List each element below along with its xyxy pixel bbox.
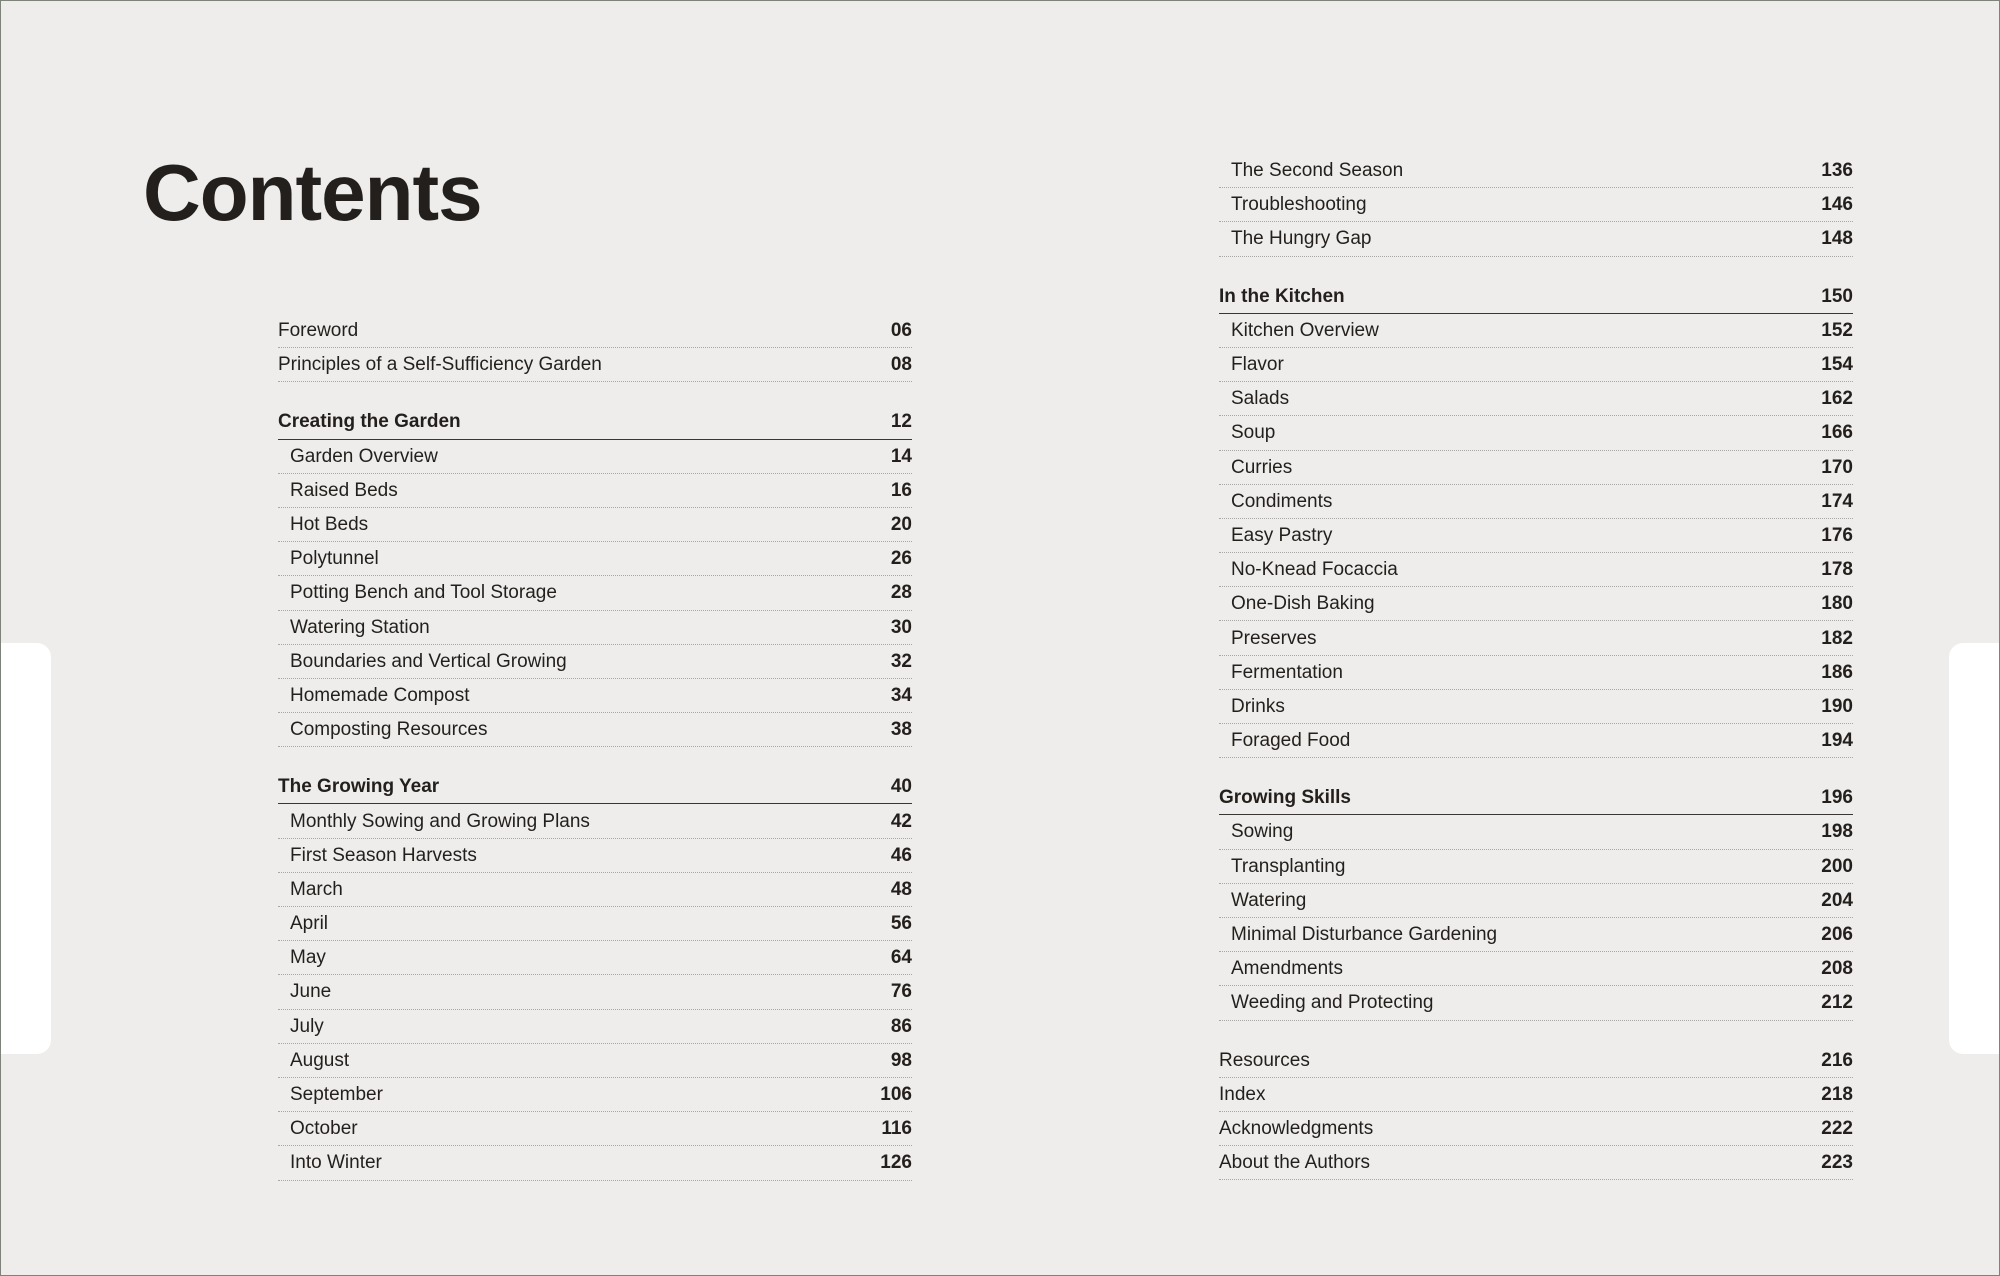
left-page-tab <box>1 643 51 1054</box>
toc-heading-label-growing-skills: Growing Skills <box>1219 787 1351 809</box>
toc-entry-label-index: Index <box>1219 1083 1266 1105</box>
toc-section <box>278 314 912 382</box>
toc-entry-label-troubleshooting: Troubleshooting <box>1231 194 1367 216</box>
toc-entry-label-monthly-sowing-and-growing-plans: Monthly Sowing and Growing Plans <box>290 810 590 832</box>
toc-entry <box>1219 918 1853 952</box>
toc-entry <box>278 508 912 542</box>
toc-entry-label-hot-beds: Hot Beds <box>290 514 369 536</box>
toc-page-number: 146 <box>1821 194 1853 216</box>
toc-section <box>278 770 912 1180</box>
toc-entry-label-composting-resources: Composting Resources <box>290 719 488 741</box>
toc-entry <box>278 314 912 348</box>
toc-entry <box>1219 382 1853 416</box>
toc-entry-label-foraged-food: Foraged Food <box>1231 730 1351 752</box>
toc-section <box>1219 1044 1853 1181</box>
toc-entry-label-resources: Resources <box>1219 1049 1310 1071</box>
toc-entry <box>278 907 912 941</box>
toc-page-number: 194 <box>1821 730 1853 752</box>
toc-entry-label-easy-pastry: Easy Pastry <box>1231 524 1333 546</box>
toc-page-number: 06 <box>890 320 912 342</box>
toc-page-number: 223 <box>1821 1152 1853 1174</box>
toc-entry-label-august: August <box>290 1049 350 1071</box>
toc-entry-label-raised-beds: Raised Beds <box>290 479 398 501</box>
toc-entry-label-first-season-harvests: First Season Harvests <box>290 844 477 866</box>
toc-page-number: 174 <box>1821 490 1853 512</box>
toc-page-number: 42 <box>890 810 912 832</box>
toc-entry-label-curries: Curries <box>1231 456 1293 478</box>
toc-entry <box>1219 986 1853 1020</box>
toc-page-number: 178 <box>1821 559 1853 581</box>
toc-entry <box>1219 1146 1853 1180</box>
toc-right-column <box>1219 154 1853 1180</box>
right-page-tab <box>1949 643 1999 1054</box>
toc-entry <box>1219 850 1853 884</box>
toc-page-number: 200 <box>1821 855 1853 877</box>
toc-page-number: 186 <box>1821 661 1853 683</box>
toc-page-number: 08 <box>890 354 912 376</box>
toc-entry <box>1219 587 1853 621</box>
toc-entry <box>1219 222 1853 256</box>
toc-entry <box>278 348 912 382</box>
toc-entry-label-june: June <box>290 981 332 1003</box>
toc-entry <box>1219 1078 1853 1112</box>
toc-page-number: 136 <box>1821 160 1853 182</box>
toc-entry-label-october: October <box>290 1118 358 1140</box>
toc-heading-label-creating-the-garden: Creating the Garden <box>278 411 461 433</box>
toc-entry <box>278 440 912 474</box>
toc-page-number: 208 <box>1821 958 1853 980</box>
toc-entry-label-about-the-authors: About the Authors <box>1219 1152 1371 1174</box>
toc-page-number: 150 <box>1821 285 1853 307</box>
toc-entry <box>1219 416 1853 450</box>
toc-entry-label-one-dish-baking: One-Dish Baking <box>1231 593 1375 615</box>
toc-entry <box>1219 154 1853 188</box>
toc-entry-label-polytunnel: Polytunnel <box>290 548 379 570</box>
toc-entry <box>1219 519 1853 553</box>
toc-entry <box>1219 815 1853 849</box>
toc-page-number: 198 <box>1821 821 1853 843</box>
toc-section-heading <box>278 770 912 804</box>
toc-entry <box>1219 1044 1853 1078</box>
toc-page-number: 180 <box>1821 593 1853 615</box>
toc-section <box>1219 154 1853 257</box>
toc-section <box>1219 781 1853 1020</box>
toc-entry <box>1219 451 1853 485</box>
toc-entry-label-into-winter: Into Winter <box>290 1152 382 1174</box>
toc-page-number: 190 <box>1821 695 1853 717</box>
toc-entry <box>278 474 912 508</box>
toc-entry <box>1219 952 1853 986</box>
toc-entry <box>278 645 912 679</box>
toc-page-number: 196 <box>1821 787 1853 809</box>
toc-entry-label-transplanting: Transplanting <box>1231 855 1346 877</box>
toc-page-number: 170 <box>1821 456 1853 478</box>
toc-entry-label-july: July <box>290 1015 324 1037</box>
toc-entry <box>278 1044 912 1078</box>
toc-page-number: 64 <box>890 947 912 969</box>
toc-entry-label-potting-bench-and-tool-storage: Potting Bench and Tool Storage <box>290 582 557 604</box>
toc-entry-label-watering: Watering <box>1231 889 1307 911</box>
toc-page-number: 40 <box>890 776 912 798</box>
toc-page-number: 206 <box>1821 924 1853 946</box>
toc-page-number: 148 <box>1821 228 1853 250</box>
toc-entry-label-weeding-and-protecting: Weeding and Protecting <box>1231 992 1434 1014</box>
toc-heading-label-the-growing-year: The Growing Year <box>278 776 440 798</box>
toc-page-number: 76 <box>890 981 912 1003</box>
toc-entry <box>278 873 912 907</box>
toc-page-number: 152 <box>1821 319 1853 341</box>
toc-page-number: 26 <box>890 548 912 570</box>
toc-entry <box>278 839 912 873</box>
toc-page-number: 14 <box>890 445 912 467</box>
toc-page-number: 28 <box>890 582 912 604</box>
toc-entry <box>278 1112 912 1146</box>
toc-entry-label-april: April <box>290 913 329 935</box>
toc-entry <box>278 576 912 610</box>
toc-page-number: 34 <box>890 684 912 706</box>
toc-entry <box>1219 884 1853 918</box>
toc-page-number: 98 <box>890 1049 912 1071</box>
toc-entry <box>278 1146 912 1180</box>
toc-page-number: 38 <box>890 719 912 741</box>
toc-entry-label-september: September <box>290 1084 383 1106</box>
toc-page-number: 106 <box>880 1084 912 1106</box>
toc-page-number: 154 <box>1821 354 1853 376</box>
toc-entry <box>278 941 912 975</box>
toc-entry <box>278 804 912 838</box>
toc-entry-label-no-knead-focaccia: No-Knead Focaccia <box>1231 559 1398 581</box>
toc-page-number: 218 <box>1821 1083 1853 1105</box>
toc-page-number: 48 <box>890 878 912 900</box>
toc-entry-label-sowing: Sowing <box>1231 821 1294 843</box>
toc-page-number: 212 <box>1821 992 1853 1014</box>
page-title: Contents <box>143 148 482 237</box>
toc-page-number: 204 <box>1821 889 1853 911</box>
toc-entry-label-may: May <box>290 947 326 969</box>
toc-entry-label-condiments: Condiments <box>1231 490 1333 512</box>
toc-page-number: 56 <box>890 913 912 935</box>
toc-entry-label-the-hungry-gap: The Hungry Gap <box>1231 228 1372 250</box>
toc-entry-label-fermentation: Fermentation <box>1231 661 1343 683</box>
toc-section <box>278 405 912 747</box>
toc-entry <box>1219 188 1853 222</box>
toc-entry-label-amendments: Amendments <box>1231 958 1343 980</box>
toc-entry <box>278 542 912 576</box>
toc-entry <box>1219 621 1853 655</box>
toc-page-number: 20 <box>890 514 912 536</box>
toc-page-number: 126 <box>880 1152 912 1174</box>
toc-page-number: 16 <box>890 479 912 501</box>
toc-entry-label-flavor: Flavor <box>1231 354 1284 376</box>
toc-entry-label-foreword: Foreword <box>278 320 359 342</box>
toc-page-number: 116 <box>881 1118 912 1140</box>
toc-section-heading <box>278 405 912 439</box>
toc-left-column <box>278 314 912 1181</box>
toc-page-number: 86 <box>890 1015 912 1037</box>
toc-entry <box>1219 690 1853 724</box>
toc-entry-label-acknowledgments: Acknowledgments <box>1219 1117 1374 1139</box>
toc-entry-label-march: March <box>290 878 343 900</box>
toc-entry <box>1219 314 1853 348</box>
toc-entry-label-soup: Soup <box>1231 422 1276 444</box>
toc-entry <box>1219 1112 1853 1146</box>
toc-entry-label-boundaries-and-vertical-growing: Boundaries and Vertical Growing <box>290 650 567 672</box>
toc-entry-label-principles-of-a-self-sufficiency-garden: Principles of a Self-Sufficiency Garden <box>278 354 602 376</box>
toc-entry-label-drinks: Drinks <box>1231 695 1285 717</box>
toc-entry <box>1219 348 1853 382</box>
toc-entry-label-the-second-season: The Second Season <box>1231 160 1404 182</box>
toc-entry-label-garden-overview: Garden Overview <box>290 445 438 467</box>
toc-entry-label-watering-station: Watering Station <box>290 616 430 638</box>
toc-page-number: 46 <box>890 844 912 866</box>
toc-entry <box>278 1078 912 1112</box>
toc-entry <box>278 611 912 645</box>
toc-entry <box>1219 485 1853 519</box>
toc-entry <box>278 1010 912 1044</box>
toc-entry-label-preserves: Preserves <box>1231 627 1317 649</box>
toc-entry-label-minimal-disturbance-gardening: Minimal Disturbance Gardening <box>1231 924 1498 946</box>
toc-entry-label-kitchen-overview: Kitchen Overview <box>1231 319 1379 341</box>
toc-page-number: 12 <box>890 411 912 433</box>
toc-entry <box>278 975 912 1009</box>
toc-page-number: 176 <box>1821 524 1853 546</box>
toc-entry <box>1219 553 1853 587</box>
toc-section <box>1219 280 1853 759</box>
toc-page-number: 166 <box>1821 422 1853 444</box>
toc-entry <box>278 679 912 713</box>
toc-entry <box>1219 724 1853 758</box>
toc-section-heading <box>1219 781 1853 815</box>
toc-page-number: 32 <box>890 650 912 672</box>
toc-section-heading <box>1219 280 1853 314</box>
toc-page-number: 182 <box>1821 627 1853 649</box>
toc-entry-label-salads: Salads <box>1231 388 1290 410</box>
toc-heading-label-in-the-kitchen: In the Kitchen <box>1219 285 1345 307</box>
toc-page-number: 30 <box>890 616 912 638</box>
toc-entry <box>1219 656 1853 690</box>
toc-page-number: 162 <box>1821 388 1853 410</box>
toc-entry <box>278 713 912 747</box>
toc-page-number: 216 <box>1821 1049 1853 1071</box>
toc-page-number: 222 <box>1821 1117 1853 1139</box>
toc-entry-label-homemade-compost: Homemade Compost <box>290 684 470 706</box>
